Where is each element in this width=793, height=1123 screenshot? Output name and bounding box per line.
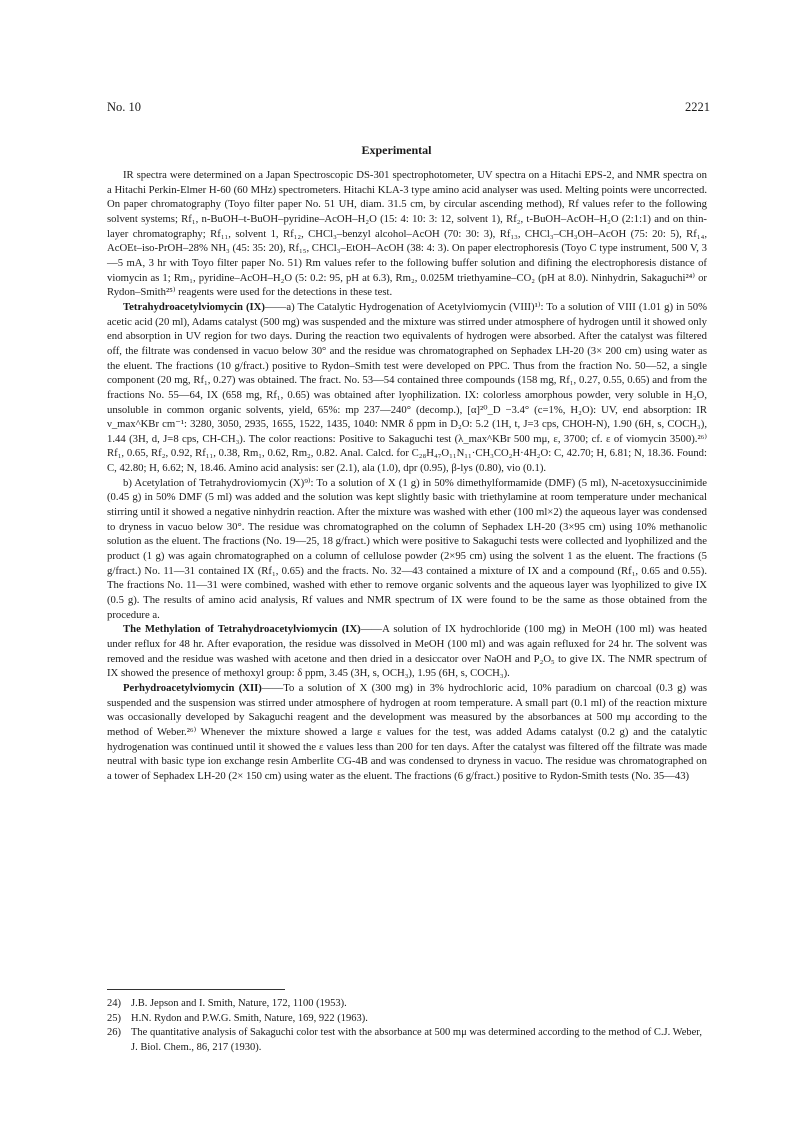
footnote-divider	[107, 989, 285, 990]
section-title: Experimental	[361, 143, 432, 157]
footnote-text: J.B. Jepson and I. Smith, Nature, 172, 1100 (1953).	[131, 998, 347, 1009]
paragraph-perhydroacetylviomycin	[107, 681, 707, 784]
paragraph-lead: Perhydroacetylviomycin (XII)	[123, 681, 262, 694]
journal-issue-number: No. 10	[107, 100, 142, 114]
paragraph-acetylation	[107, 476, 707, 623]
footnote-25	[107, 1012, 707, 1027]
page-number: 2221	[685, 100, 710, 114]
page-header	[107, 100, 710, 118]
paragraph-lead: The Methylation of Tetrahydroacetylviomycin (IX)	[123, 623, 361, 636]
footnote-number: 26)	[107, 1027, 121, 1039]
footnote-text: The quantitative analysis of Sakaguchi color test with the absorbance at 500 mμ was determined according to the method of C.J. Weber, J. Biol. Chem., 86, 217 (1930).	[131, 1027, 703, 1053]
paragraph-text: b) Acetylation of Tetrahydroviomycin (X)⁹⁾: To a solution of X (1 g) in 50% dimethylformamide (DMF) (5 ml), N-acetoxysuccinimide (0.45 g) in 50% DMF (5 ml) was added and the solution was kept slightly basic with triethylamine at room temperature under mechanical stirring until it showed a negative ninhydrin reaction. After the mixture was washed with ether (100 ml×2) the aqueous layer was condensed to dryness in vacuo below 30°. The residue was chromatographed on the column of Sephadex LH-20 (3×95 cm) using 10% methanolic solution as the eluent. The fractions (No. 19—25, 18 g/fract.) which were positive to Sakaguchi tests were collected and lyophilized and the product (1 g) was again chromatographed on a column of cellulose powder (2×95 cm) using the solvent 1 as the eluent. The fractions (5 g/fract.) No. 11—31 contained IX (Rf₁, 0.65) and the fracts. No. 32—43 contained a mixture of IX and a compound (Rf₁, 0.65 and 0.55). The fractions No. 11—31 were combined, washed with ether to remove organic solvents and the aqueous layer was lyophilized to give IX (0.5 g). The results of amino acid analysis, Rf values and NMR spectrum of IX were found to be the same as those obtained from the procedure a.	[107, 476, 707, 621]
body-text	[107, 168, 707, 784]
paragraph-text: ——To a solution of X (300 mg) in 3% hydrochloric acid, 10% paradium on charcoal (0.3 g) was suspended and the suspension was stirred under atmosphere of hydrogen at room temperature. A small part (0.1 ml) of the reaction mixture was occasionally developed by Sakaguchi reagent and the development was measured by the absorbances at 500 mμ according to the method of Weber.²⁶⁾ Whenever the mixture showed a large ε values for the test, was added Adams catalyst (0.2 g) and the catalytic hydrogenation was continued until it showed the ε values less than 200 for ten days. After the catalyst was filtered off the filtrate was made neutral with basic type ion exchange resin Amberlite CG-4B and was condensed to dryness in vacuo. The residue was chromatographed on a tower of Sephadex LH-20 (2× 150 cm) using water as the eluent. The fractions (6 g/fract.) positive to Rydon-Smith tests (No. 35—43)	[107, 681, 707, 782]
footnote-number: 25)	[107, 1012, 121, 1024]
footnote-26	[107, 1026, 707, 1055]
footnote-text: H.N. Rydon and P.W.G. Smith, Nature, 169, 922 (1963).	[131, 1012, 368, 1024]
paragraph-methylation	[107, 622, 707, 681]
paragraph-methods	[107, 168, 707, 300]
paragraph-text: ——a) The Catalytic Hydrogenation of Acetylviomycin (VIII)¹⁾: To a solution of VIII (1.01 g) in 50% acetic acid (20 ml), Adams catalyst (500 mg) was suspended and the mixture was stirred under atmosphere of hydrogen until it showed only end absorption in UV region for two days. During the reaction two equivalents of hydrogen were absorbed. After the catalyst was filtered off, the filtrate was condensed in vacuo below 30° and the residue was chromatographed on Sephadex LH-20 (3× 200 cm) using water as the eluent. The fractions (10 g/fract.) positive to Rydon–Smith test were developed on PPC. Thus from the fraction No. 50—52, a single component (20 mg, Rf₁, 0.27) was obtained. The fract. No. 53—54 contained three compounds (158 mg, Rf₁, 0.27, 0.55, 0.65) and from the fractions No. 55—64, IX (658 mg, Rf₁, 0.65) was obtained after lyophilization. IX: colorless amorphous powder, very soluble in H₂O, unsoluble in common organic solvents, yield, 65%: mp 237—240° (decomp.), [α]²⁰_D −3.4° (c=1%, H₂O): UV, end absorption: IR ν_max^KBr cm⁻¹: 3280, 3050, 2935, 1655, 1522, 1435, 1040: NMR δ ppm in D₂O: 5.2 (1H, t, J=3 cps, CHOH-N), 1.90 (6H, s, COCH₃), 1.44 (3H, d, J=8 cps, CH-CH₃). The color reactions: Positive to Sakaguchi test (λ_max^KBr 500 mμ, ε, 3700; cf. ε of viomycin 3500).²⁶⁾ Rf₁, 0.65, Rf₂, 0.92, Rf₁₁, 0.38, Rm₁, 0.62, Rm₂, 0.82. Anal. Calcd. for C₂₈H₄₇O₁₁N₁₁·CH₃CO₂H·4H₂O: C, 42.70; H, 6.81; N, 18.36. Found: C, 42.80; H, 6.62; N, 18.46. Amino acid analysis: ser (2.1), ala (1.0), dpr (0.95), β-lys (0.80), vio (0.1).	[107, 300, 707, 475]
paragraph-text: IR spectra were determined on a Japan Spectroscopic DS-301 spectrophotometer, UV spectra on a Hitachi EPS-2, and NMR spectra on a Hitachi Perkin-Elmer H-60 (60 MHz) spectrometers. Hitachi KLA-3 type amino acid analyser was used. Melting points were uncorrected. On paper chromatography (Toyo filter paper No. 51 UH, diam. 31.5 cm, by circular ascending method), Rf values refer to the following solvent systems; Rf₁, n-BuOH–t-BuOH–pyridine–AcOH–H₂O (15: 4: 10: 3: 12, solvent 1), Rf₂, t-BuOH–AcOH–H₂O (2:1:1) and on thin-layer chromatography; Rf₁₁, solvent 1, Rf₁₂, CHCl₃–benzyl alcohol–AcOH (70: 30: 3), Rf₁₃, CHCl₃–CH₃OH–AcOH (75: 20: 5), Rf₁₄, AcOEt–iso-PrOH–28% NH₃ (45: 35: 20), Rf₁₅, CHCl₃–EtOH–AcOH (38: 4: 3). On paper electrophoresis (Toyo C type instrument, 500 V, 3—5 mA, 3 hr with Toyo filter paper No. 51) Rm values refer to the following buffer solution and difining the electrophoresis distance of viomycin as 1; Rm₁, pyridine–AcOH–H₂O (5: 0.2: 95, pH at 6.3), Rm₂, 0.025M triethyamine–CO₂ (pH at 8.0). Ninhydrin, Sakaguchi²⁴⁾ or Rydon–Smith²⁵⁾ reagents were used for the detections in these test.	[107, 169, 707, 299]
paragraph-lead: Tetrahydroacetylviomycin (IX)	[123, 300, 265, 313]
paragraph-tetrahydroacetylviomycin	[107, 300, 707, 476]
footnote-24	[107, 997, 707, 1012]
footnote-number: 24)	[107, 998, 121, 1009]
footnotes	[107, 997, 707, 1055]
paragraph-text: ——A solution of IX hydrochloride (100 mg) in MeOH (100 ml) was heated under reflux for 48 hr. After evaporation, the residue was dissolved in MeOH (100 ml) and was again refluxed for 24 hr. The solvent was removed and the residue was washed with acetone and then dried in a desiccator over NaOH and P₂O₅ to give IX. The NMR spectrum of IX showed the presence of methoxyl group: δ ppm, 3.45 (3H, s, OCH₃), 1.95 (6H, s, COCH₃).	[107, 623, 707, 680]
